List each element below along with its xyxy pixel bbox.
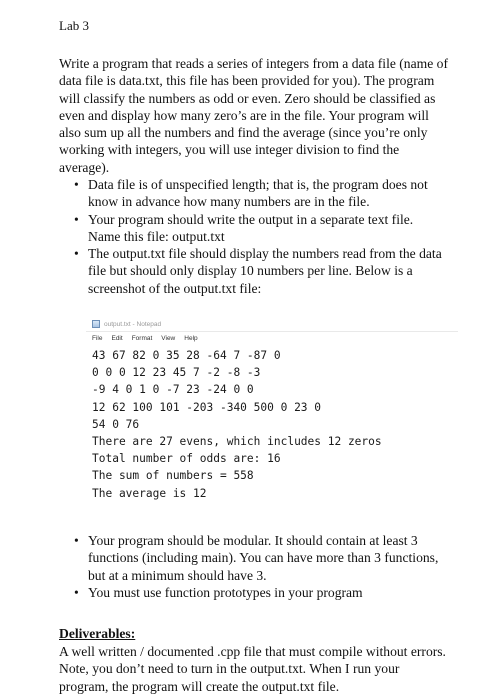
bullet-icon: •	[74, 177, 79, 192]
output-line: 0 0 0 12 23 45 7 -2 -8 -3	[92, 366, 261, 380]
menu-item-edit: Edit	[111, 334, 123, 342]
notepad-screenshot	[86, 317, 458, 509]
notepad-title: output.txt - Notepad	[104, 320, 162, 328]
menu-item-help: Help	[184, 334, 198, 342]
output-line: -9 4 0 1 0 -7 23 -24 0 0	[92, 383, 254, 397]
menu-item-format: Format	[131, 334, 153, 342]
list-item	[74, 245, 446, 297]
list-item	[74, 211, 446, 246]
intro-text: Write a program that reads a series of integers from a data file (name of data file is data.txt, this file has been provided for you). The program will classify the numbers as odd or even. Zero should be classified as even and display how many zero’s are in the file. Your program will also sum up all the numbers and find the average (since you’re only working with integers, you will use integer division to find the average).	[59, 56, 448, 175]
bullet-icon: •	[74, 246, 79, 262]
output-line: 12 62 100 101 -203 -340 500 0 23 0	[92, 400, 322, 414]
notepad-titlebar	[86, 317, 458, 331]
menu-item-file: File	[92, 334, 103, 342]
notepad-menubar	[86, 331, 458, 344]
output-line: Total number of odds are: 16	[92, 452, 281, 466]
list-item-text: The output.txt file should display the numbers read from the data file but should only display 10 numbers per line. Below is a screenshot of the output.txt file:	[88, 246, 442, 296]
list-item	[74, 176, 446, 211]
list-item-text: Your program should be modular. It should contain at least 3 functions (including main). You can have more than 3 functions, but at a minimum should have 3.	[88, 533, 439, 583]
list-item	[74, 584, 446, 601]
output-line: 43 67 82 0 35 28 -64 7 -87 0	[92, 349, 281, 362]
deliverables-text: A well written / documented .cpp file that must compile without errors. Note, you don’t need to turn in the output.txt. When I run your program, the program will create the output.txt file.	[59, 644, 446, 694]
list-item-text: Your program should write the output in a separate text file. Name this file: output.txt	[88, 211, 414, 244]
output-line: The sum of numbers = 558	[92, 469, 254, 483]
deliverables-heading: Deliverables:	[59, 626, 136, 641]
bullet-icon: •	[74, 211, 79, 227]
output-line: There are 27 evens, which includes 12 zeros	[92, 434, 382, 448]
lab-label: Lab 3	[59, 18, 89, 33]
notepad-icon	[92, 320, 100, 328]
output-line: The average is 12	[92, 486, 207, 500]
requirements-list-top	[74, 176, 446, 297]
intro-paragraph	[59, 55, 449, 176]
list-item	[74, 532, 446, 584]
requirements-list-bottom	[74, 532, 446, 601]
output-line: 54 0 76	[92, 417, 140, 431]
menu-item-view: View	[161, 334, 176, 342]
list-item-text: Data file is of unspecified length; that is, the program does not know in advance how many numbers are in the file.	[88, 177, 428, 210]
list-item-text: You must use function prototypes in your program	[88, 584, 363, 600]
bullet-icon: •	[74, 584, 79, 600]
bullet-icon: •	[74, 533, 79, 548]
notepad-content	[86, 344, 458, 502]
